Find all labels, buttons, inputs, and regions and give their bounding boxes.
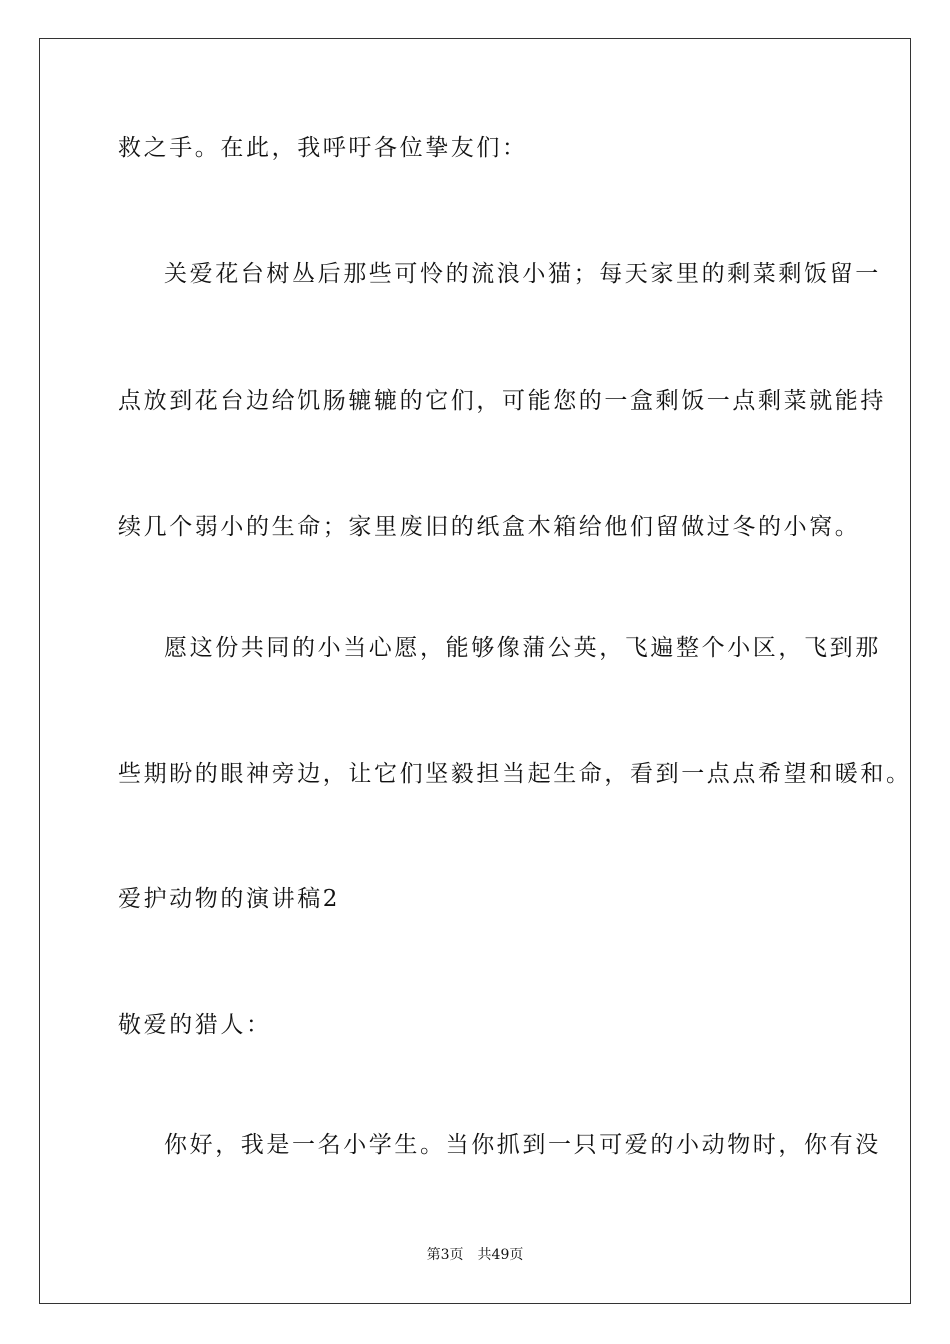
text-line-4: 续几个弱小的生命；家里废旧的纸盒木箱给他们留做过冬的小窝。: [118, 514, 861, 540]
page-border: [39, 38, 911, 1304]
text-line-6: 些期盼的眼神旁边，让它们坚毅担当起生命，看到一点点希望和暖和。: [118, 761, 912, 787]
page-number: 第3页: [426, 1247, 464, 1263]
text-line-5: 愿这份共同的小当心愿，能够像蒲公英，飞遍整个小区，飞到那: [164, 635, 881, 661]
text-line-2: 关爱花台树丛后那些可怜的流浪小猫；每天家里的剩菜剩饭留一: [164, 261, 881, 287]
text-line-3: 点放到花台边给饥肠辘辘的它们，可能您的一盒剩饭一点剩菜就能持: [118, 388, 886, 414]
text-line-1: 救之手。在此，我呼吁各位挚友们：: [118, 135, 528, 161]
salutation-line: 敬爱的猎人：: [118, 1012, 272, 1038]
page-total: 共49页: [477, 1247, 524, 1263]
page-footer: [0, 1245, 950, 1265]
text-line-9: 你好，我是一名小学生。当你抓到一只可爱的小动物时，你有没: [164, 1132, 881, 1158]
section-heading: 爱护动物的演讲稿2: [118, 886, 341, 912]
